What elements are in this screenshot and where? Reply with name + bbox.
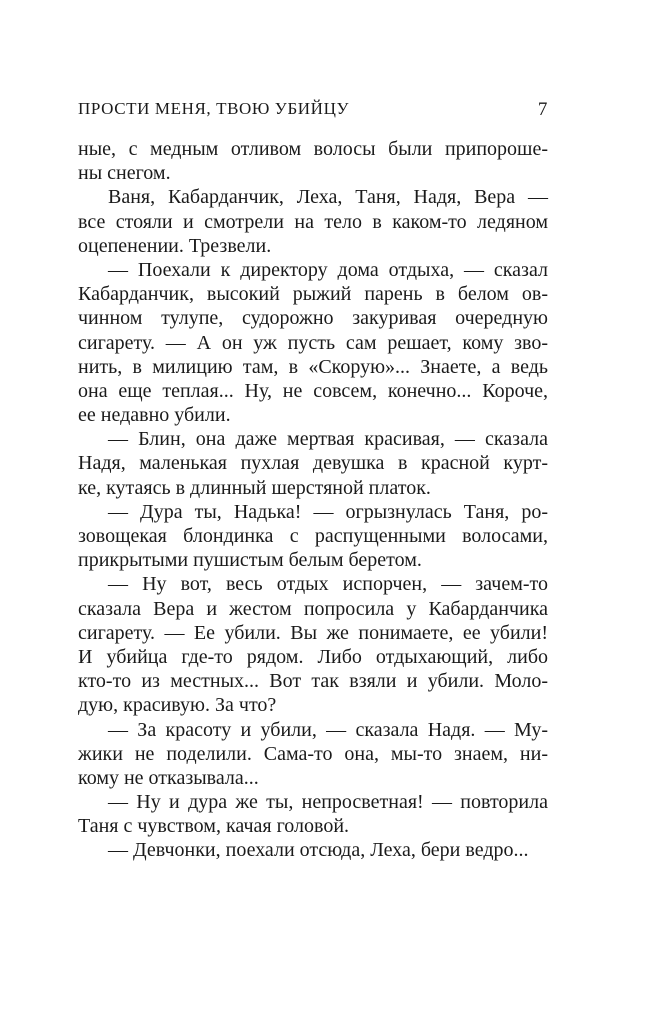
running-title: ПРОСТИ МЕНЯ, ТВОЮ УБИЙЦУ bbox=[78, 99, 350, 118]
text-line: — Поехали к директору дома отдыха, — сказал bbox=[108, 258, 548, 281]
text-line: ее недавно убили. bbox=[78, 404, 231, 427]
text-line: прикрытыми пушистым белым беретом. bbox=[78, 549, 422, 572]
text-line: — Девчонки, поехали отсюда, Леха, бери ведро... bbox=[108, 839, 529, 862]
text-line: сигарету. — А он уж пусть сам решает, кому зво- bbox=[78, 331, 548, 354]
text-line: жики не поделили. Сама-то она, мы-то знаем, ни- bbox=[78, 742, 548, 765]
text-line: все стояли и смотрели на тело в каком-то ледяном bbox=[78, 210, 548, 233]
text-line: — Блин, она даже мертвая красивая, — сказала bbox=[108, 428, 548, 451]
text-line: зовощекая блондинка с распущенными волосами, bbox=[78, 525, 548, 547]
text-line: — Дура ты, Надька! — огрызнулась Таня, ро- bbox=[108, 500, 548, 523]
text-line: сигарету. — Ее убили. Вы же понимаете, ее убили! bbox=[78, 621, 548, 644]
text-line: — Ну и дура же ты, непросветная! — повторила bbox=[108, 791, 548, 814]
text-line: кто-то из местных... Вот так взяли и убили. Моло- bbox=[78, 670, 548, 693]
body-text bbox=[78, 137, 548, 863]
running-header bbox=[78, 99, 548, 123]
text-line: кому не отказывала... bbox=[78, 766, 259, 789]
text-line: ке, кутаясь в длинный шерстяной платок. bbox=[78, 476, 431, 499]
page-number: 7 bbox=[537, 99, 548, 120]
text-line: ны снегом. bbox=[78, 162, 171, 185]
text-line: Ваня, Кабарданчик, Леха, Таня, Надя, Вера — bbox=[108, 186, 548, 209]
text-line: ные, с медным отливом волосы были припороше- bbox=[78, 138, 548, 160]
text-line: чинном тулупе, судорожно закуривая очередную bbox=[78, 307, 548, 330]
text-line: Кабарданчик, высокий рыжий парень в белом ов- bbox=[78, 283, 548, 306]
text-line: Таня с чувством, качая головой. bbox=[78, 815, 350, 838]
text-line: — Ну вот, весь отдых испорчен, — зачем-то bbox=[108, 573, 548, 596]
text-line: Надя, маленькая пухлая девушка в красной курт- bbox=[78, 452, 548, 475]
text-line: оцепенении. Трезвели. bbox=[78, 234, 272, 257]
text-line: дую, красивую. За что? bbox=[78, 694, 277, 717]
text-line: — За красоту и убили, — сказала Надя. — Му- bbox=[108, 718, 548, 741]
text-line: она еще теплая... Ну, не совсем, конечно... Короче, bbox=[78, 379, 548, 402]
text-line: И убийца где-то рядом. Либо отдыхающий, либо bbox=[78, 645, 548, 668]
text-line: нить, в милицию там, в «Скорую»... Знаете, а ведь bbox=[78, 355, 548, 378]
text-line: сказала Вера и жестом попросила у Кабарданчика bbox=[78, 597, 548, 620]
